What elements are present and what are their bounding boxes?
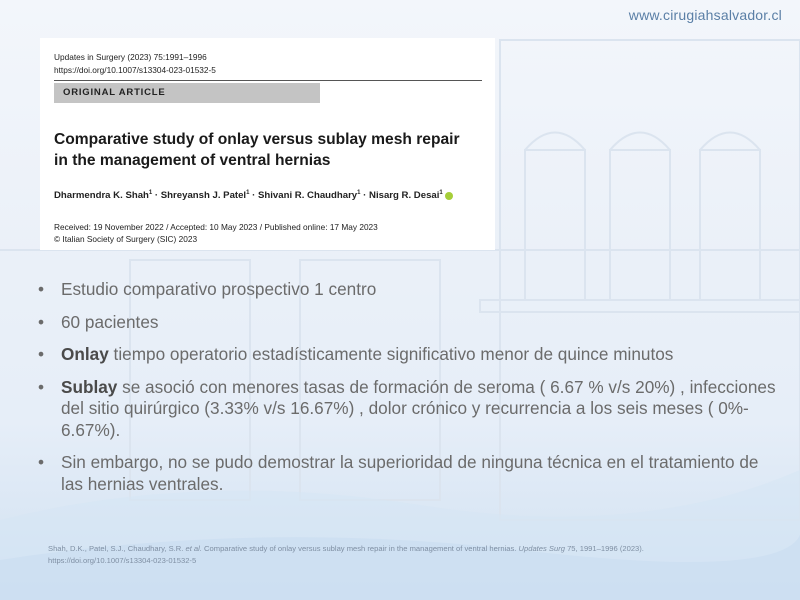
bullet-text: tiempo operatorio estadísticamente significativo menor de quince minutos bbox=[108, 344, 674, 364]
article-type-label: ORIGINAL ARTICLE bbox=[63, 87, 166, 98]
citation-title: Comparative study of onlay versus sublay mesh repair in the management of ventral hernias. bbox=[201, 544, 519, 553]
bullet-text: 60 pacientes bbox=[61, 311, 159, 332]
affiliation-mark: 1 bbox=[148, 190, 153, 196]
citation-volume: 75 bbox=[564, 544, 576, 553]
bullet-item bbox=[38, 377, 778, 442]
bullet-item bbox=[38, 452, 778, 495]
bullet-item bbox=[38, 312, 778, 334]
bullet-text: Estudio comparativo prospectivo 1 centro bbox=[61, 279, 377, 299]
author-separator: · bbox=[152, 190, 161, 202]
dates-line: Received: 19 November 2022 / Accepted: 10 May 2023 / Published online: 17 May 2023 bbox=[54, 222, 378, 232]
bullet-icon: • bbox=[38, 279, 45, 299]
journal-line: Updates in Surgery (2023) 75:1991–1996 bbox=[54, 52, 207, 62]
bullet-icon: • bbox=[38, 344, 45, 364]
affiliation-mark: 1 bbox=[246, 190, 250, 196]
author-name: Nisarg R. Desai bbox=[369, 190, 440, 202]
citation-pages: , 1991–1996 (2023). bbox=[575, 544, 644, 553]
citation-line bbox=[48, 543, 788, 555]
bullet-keyword: Sublay bbox=[61, 376, 118, 397]
bullet-icon: • bbox=[38, 452, 45, 472]
article-title-line-2: in the management of ventral hernias bbox=[54, 152, 331, 169]
copyright-line: © Italian Society of Surgery (SIC) 2023 bbox=[54, 234, 198, 244]
citation-authors: Shah, D.K., Patel, S.J., Chaudhary, S.R. bbox=[48, 544, 186, 553]
bullet-keyword: Onlay bbox=[61, 344, 109, 364]
author-separator: · bbox=[360, 190, 370, 202]
reference-citation bbox=[48, 543, 788, 567]
citation-et-al: et al. bbox=[185, 544, 202, 553]
author-name: Shivani R. Chaudhary bbox=[257, 190, 358, 202]
bullet-item bbox=[38, 344, 778, 366]
bullet-text: Sin embargo, no se pudo demostrar la superioridad de ninguna técnica en el tratamiento de las hernias ventrales. bbox=[61, 452, 759, 494]
website-url: www.cirugiahsalvador.cl bbox=[628, 7, 782, 23]
article-header-image bbox=[40, 38, 495, 250]
affiliation-mark: 1 bbox=[439, 190, 443, 196]
author-list bbox=[54, 190, 453, 201]
bullet-text: se asoció con menores tasas de formación de seroma ( 6.67 % v/s 20%) , infecciones del sitio quirúrgico (3.33% v/s 16.67%) , dolor crónico y recurrencia a los seis meses ( 0%- 6.67%). bbox=[61, 376, 776, 440]
bullet-icon: • bbox=[38, 376, 45, 397]
bullet-icon: • bbox=[38, 311, 45, 332]
publication-dates bbox=[54, 221, 378, 245]
doi-line: https://doi.org/10.1007/s13304-023-01532-5 bbox=[54, 65, 216, 75]
orcid-icon bbox=[445, 192, 453, 200]
article-title-line-1: Comparative study of onlay versus sublay mesh repair bbox=[54, 131, 460, 148]
author-name: Shreyansh J. Patel bbox=[160, 190, 247, 202]
bullet-item bbox=[38, 279, 778, 301]
header-rule bbox=[54, 80, 482, 81]
author-separator: · bbox=[249, 190, 258, 202]
article-title bbox=[54, 129, 474, 171]
summary-bullet-list bbox=[38, 279, 778, 506]
article-type-bar bbox=[54, 83, 320, 103]
affiliation-mark: 1 bbox=[357, 190, 361, 196]
journal-info bbox=[54, 51, 216, 77]
citation-journal: Updates Surg bbox=[518, 544, 565, 553]
author-name: Dharmendra K. Shah bbox=[54, 190, 149, 202]
citation-doi[interactable]: https://doi.org/10.1007/s13304-023-01532-5 bbox=[48, 556, 197, 565]
